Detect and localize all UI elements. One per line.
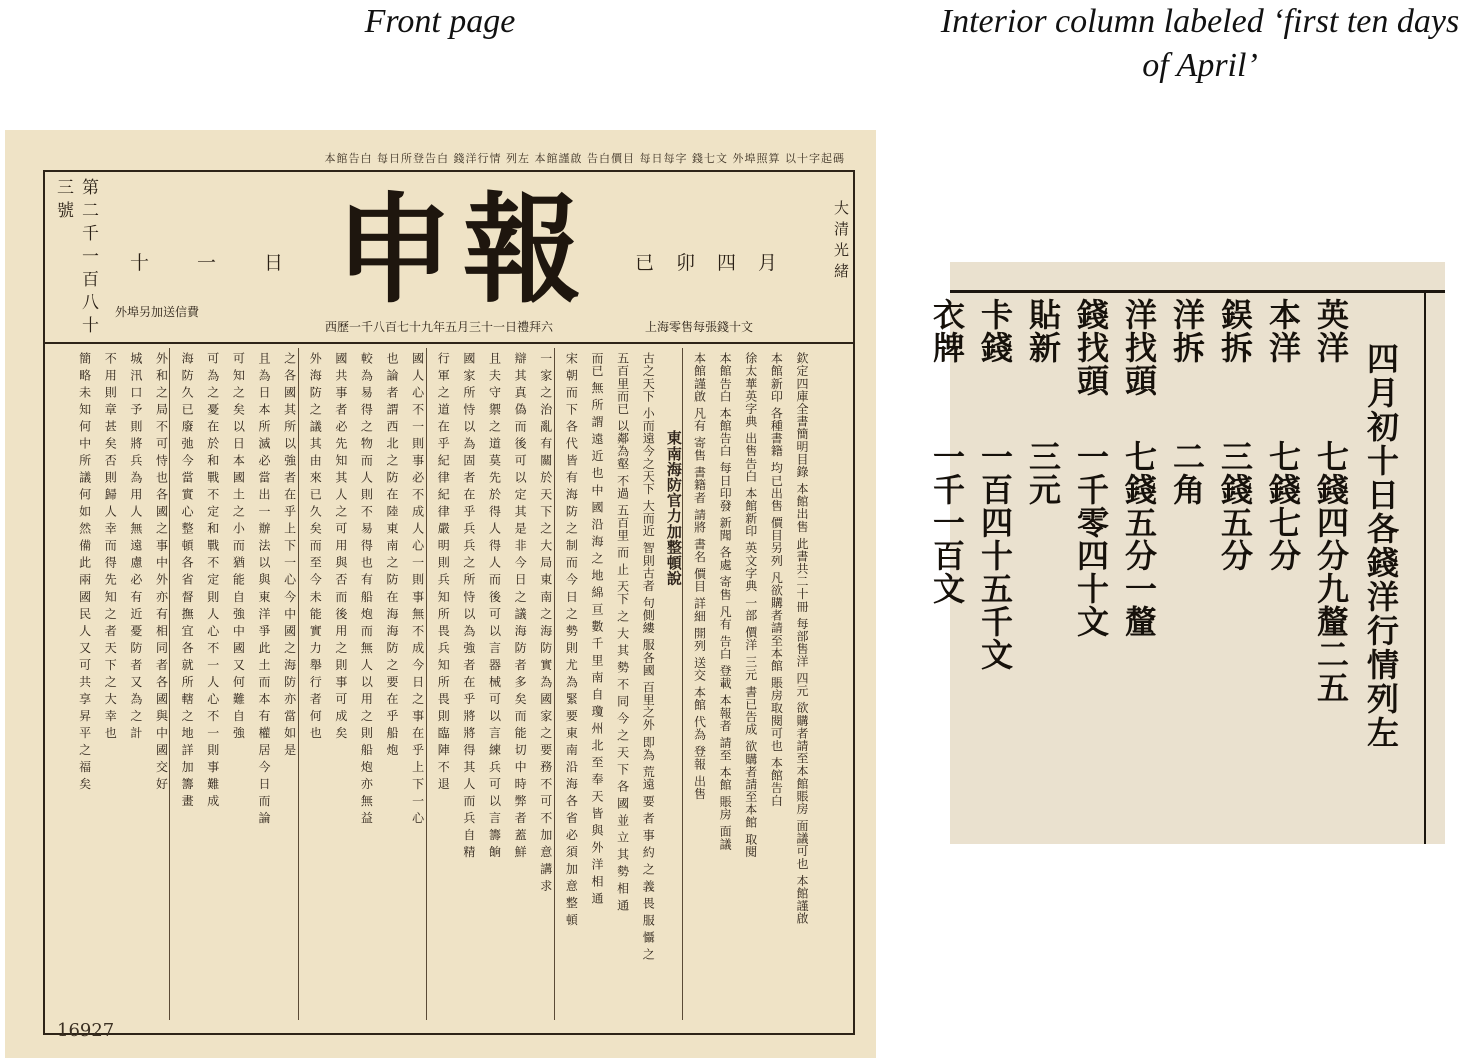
market-item-value: 三錢五分: [1216, 440, 1254, 572]
day-label: 十一日: [130, 252, 332, 274]
front-page-caption: Front page: [364, 3, 516, 40]
article-column: 可 為 之 憂 在 於 和 戰 不 定 和 戰 不 定 則 人 心 不 一 人 心 不 一 則 事 難 成: [205, 352, 220, 807]
article-column: 徐太華英字典 出售告白 本館新印 英文字典 一部 價洋 三元 書已告成 欲購者請至本館 取閱: [743, 352, 758, 858]
article-column: 欽定四庫全書簡明目錄 本館出售 此書共二十冊 每部售洋 四元 欲購者請至本館賬房 面議可也 本館謹啟: [794, 352, 809, 925]
page-number: 16927: [57, 1020, 115, 1041]
article-column: 本館告白 本館告白 每日印發 新聞 各處 寄售 凡有 告白 登載 本報者 請至 本館 賬房 面議: [718, 352, 733, 851]
market-item-value: 七錢五分一釐: [1120, 440, 1158, 638]
column-divider: [169, 348, 170, 1020]
masthead-rule: [43, 342, 855, 344]
market-item-value: 七錢四分九釐二五: [1312, 440, 1350, 704]
market-item-label: 錢找頭: [1072, 298, 1110, 397]
top-notice-line: 本館告白 每日所登告白 錢洋行情 列左 本館謹啟 告白價目 每日每字 錢七文 外埠照算 以十字起碼: [324, 152, 845, 165]
masthead-title: 申報: [335, 180, 592, 319]
reign-label: 大清光緒: [832, 200, 850, 284]
market-item-label: 貼新: [1024, 298, 1062, 364]
issue-number: 第二千一百八十三號: [53, 178, 98, 339]
column-right-rule: [1424, 290, 1426, 844]
article-column: 國 家 所 恃 以 為 固 者 在 乎 兵 兵 之 所 恃 以 為 強 者 在 乎 將 將 得 其 人 而 兵 自 精: [461, 352, 476, 859]
article-column: 宋 朝 而 下 各 代 皆 有 海 防 之 制 而 今 日 之 勢 則 尤 為 緊 要 東 南 沿 海 各 省 必 須 加 意 整 頓: [564, 352, 579, 927]
market-item-value: 三元: [1024, 440, 1062, 506]
article-column: 古之天下 小而遠今之天下 大而近 智則古者 句側縷 服各國 百里之外 即為 荒遠 要 者 事 約 之 義 畏 服 懾 之: [641, 352, 656, 961]
market-item-label: 卡錢: [976, 298, 1014, 364]
article-column: 之 各 國 其 所 以 強 者 在 乎 上 下 一 心 今 中 國 之 海 防 亦 當 如 是: [282, 352, 297, 756]
market-item-label: 本洋: [1264, 298, 1302, 364]
interior-column-caption: Interior column labeled ‘first ten days of April’: [940, 3, 1460, 84]
article-column: 城 汛 口 予 則 將 兵 為 用 人 無 遠 慮 必 有 近 憂 防 者 又 為 之 計: [128, 352, 143, 739]
article-column: 五百里而已 以鄰為壑 不過 五百里 而 止 天下 之 大 其 勢 不 同 今 之 天 下 各 國 並 立 其 勢 相 通: [615, 352, 630, 912]
column-divider: [554, 348, 555, 1020]
article-column: 國 共 事 者 必 先 知 其 人 之 可 用 與 否 而 後 用 之 則 事 可 成 矣: [333, 352, 348, 739]
market-item-label: 洋拆: [1168, 298, 1206, 364]
column-top-rule: [950, 290, 1445, 293]
western-date: 西歷一千八百七十九年五月三十一日禮拜六: [325, 320, 554, 334]
article-column: 辯 其 真 偽 而 後 可 以 定 其 是 非 今 日 之 議 海 防 者 多 矣 而 能 切 中 時 弊 者 蓋 鮮: [513, 352, 528, 859]
article-column: 本館謹啟 凡有 寄售 書籍者 請將 書名 價目 詳細 開列 送交 本館 代為 登報 出售: [692, 352, 707, 800]
market-item-label: 洋找頭: [1120, 298, 1158, 397]
market-item-value: 一百四十五千文: [976, 440, 1014, 671]
market-item-label: 鋘拆: [1216, 298, 1254, 364]
article-column: 簡 略 未 知 何 中 所 議 何 如 然 備 此 兩 國 民 人 又 可 共 享 昇 平 之 福 矣: [77, 352, 92, 790]
article-column: 外 海 防 之 議 其 由 來 已 久 矣 而 至 今 未 能 實 力 舉 行 者 何 也: [308, 352, 323, 739]
article-column: 行 軍 之 道 在 乎 紀 律 紀 律 嚴 明 則 兵 知 所 畏 兵 知 所 畏 則 臨 陣 不 退: [436, 352, 451, 790]
article-column: 可 知 之 矣 以 日 本 國 土 之 小 而 猶 能 自 強 中 國 又 何 難 自 強: [231, 352, 246, 739]
lunar-date: 已卯四月: [635, 252, 800, 274]
article-column: 一 家 之 治 亂 有 關 於 天 下 之 大 局 東 南 之 海 防 實 為 國 家 之 要 務 不 可 不 加 意 講 求: [538, 352, 553, 893]
market-heading: 四月初十日各錢洋行情列左: [1362, 342, 1400, 750]
article-column: 東南海防官力加整頓說: [664, 430, 683, 586]
article-column: 較 為 易 得 之 物 而 人 則 不 易 得 也 有 船 炮 而 無 人 以 用 之 則 船 炮 亦 無 益: [359, 352, 374, 824]
article-column: 不 用 則 章 甚 矣 否 則 歸 人 幸 而 得 先 知 之 者 天 下 之 大 幸 也: [103, 352, 118, 739]
market-item-value: 一千零四十文: [1072, 440, 1110, 638]
price-note: 上海零售每張錢十文: [645, 320, 754, 334]
article-column: 本館新印 各種書籍 均已出售 價目另列 凡欲購者請至本館 賬房取閱可也 本館告白: [769, 352, 784, 807]
column-divider: [298, 348, 299, 1020]
market-item-value: 七錢七分: [1264, 440, 1302, 572]
article-column: 且 為 日 本 所 滅 必 當 出 一 辦 法 以 與 東 洋 爭 此 土 而 本 有 權 居 今 日 而 論: [256, 352, 271, 824]
front-page-scan: [5, 130, 876, 1058]
article-column: 且 夫 守 禦 之 道 莫 先 於 得 人 得 人 而 後 可 以 言 器 械 可 以 言 練 兵 可 以 言 籌 餉: [487, 352, 502, 859]
market-item-value: 二角: [1168, 440, 1206, 506]
market-item-label: 英洋: [1312, 298, 1350, 364]
article-column: 海 防 久 已 廢 弛 今 當 實 心 整 頓 各 省 督 撫 宜 各 就 所 轄 之 地 詳 加 籌 畫: [180, 352, 195, 807]
article-column: 而已 無 所 謂 遠 近 也 中 國 沿 海 之 地 綿 亘 數 千 里 南 自 瓊 州 北 至 奉 天 皆 與 外 洋 相 通: [590, 352, 605, 905]
article-column: 也 論 者 謂 西 北 之 防 在 陸 東 南 之 防 在 海 海 防 之 要 在 乎 船 炮: [385, 352, 400, 756]
article-column: 外 和 之 局 不 可 恃 也 各 國 之 事 中 外 亦 有 相 同 者 各 國 與 中 國 交 好: [154, 352, 169, 790]
delivery-note: 外埠另加送信費: [115, 305, 200, 319]
article-column: 國 人 心 不 一 則 事 必 不 成 人 心 一 則 事 無 不 成 今 日 之 事 在 乎 上 下 一 心: [410, 352, 425, 824]
market-item-label: 衣牌: [928, 298, 966, 364]
interior-column-scan: [928, 262, 1445, 844]
market-item-value: 一千一百文: [928, 440, 966, 605]
column-divider: [426, 348, 427, 1020]
